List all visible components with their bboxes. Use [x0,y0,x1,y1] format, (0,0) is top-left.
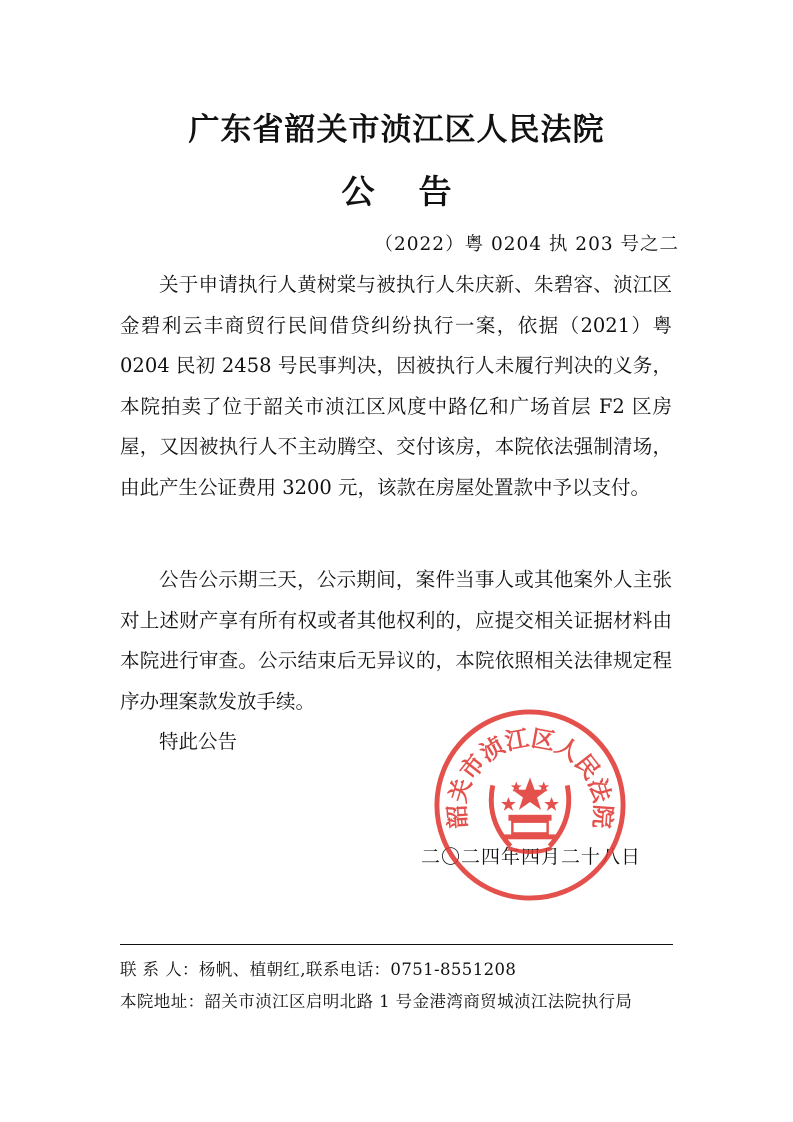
svg-text:韶关市浈江区人民法院: 韶关市浈江区人民法院 [442,724,618,830]
court-seal-icon [432,707,628,903]
notice-paragraph-2: 公告公示期三天，公示期间，案件当事人或其他案外人主张对上述财产享有所有权或者其他权利的，应提交相关证据材料由本院进行审查。公示结束后无异议的，本院依照相关法律规定程序办理案款发放手续。 [120,568,672,713]
court-name-heading: 广东省韶关市浈江区人民法院 [188,112,605,148]
footer-divider [120,944,673,945]
signature-date: 二〇二四年四月二十八日 [421,846,642,868]
case-number: （2022）粤 0204 执 203 号之二 [374,234,679,255]
contact-info: 联 系 人：杨帆、植朝红,联系电话：0751-8551208 [120,960,517,979]
notice-paragraph-1: 关于申请执行人黄树棠与被执行人朱庆新、朱碧容、浈江区金碧利云丰商贸行民间借贷纠纷执行一案，依据（2021）粤 0204 民初 2458 号民事判决，因被执行人未履行判决的义务，本院拍卖了位于韶关市浈江区风度中路亿和广场首层 F2 区房屋，又因被执行人不主动腾空、交付该房，本院依法强制清场，由此产生公证费用 3200 元，该款在房屋处置款中予以支付。 [120,273,672,499]
closing-text: 特此公告 [159,730,238,753]
document-title: 公告 [341,172,496,211]
court-address: 本院地址：韶关市浈江区启明北路 1 号金港湾商贸城浈江法院执行局 [120,992,633,1011]
